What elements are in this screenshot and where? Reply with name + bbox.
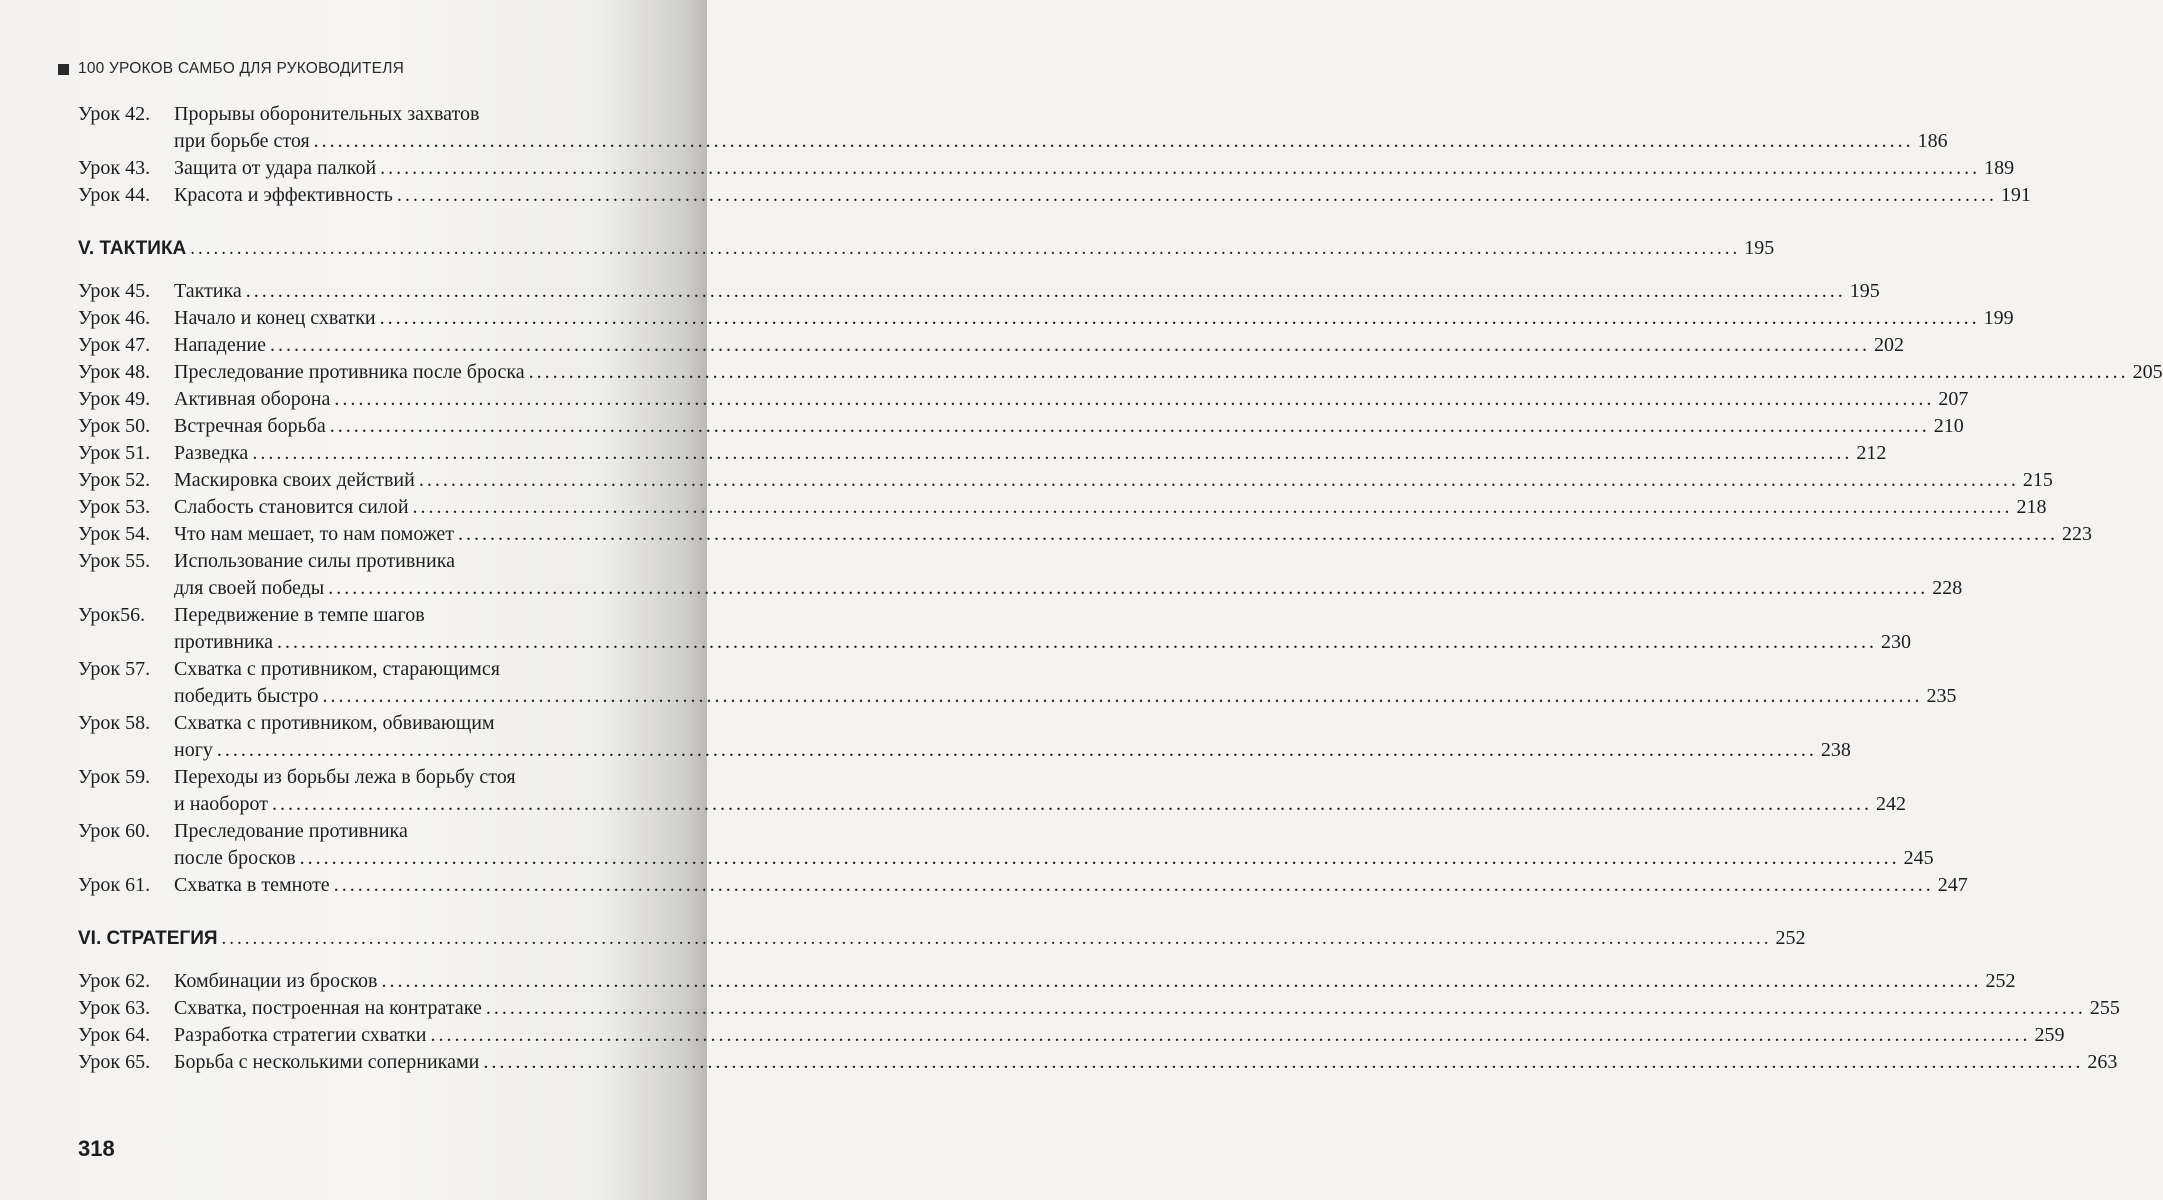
toc-entry	[78, 278, 1880, 305]
toc-group-tactics	[78, 278, 2163, 899]
page-ref: 195	[1744, 237, 1775, 259]
lesson-title: Схватка, построенная на контратаке	[174, 997, 482, 1019]
page-number: 318	[78, 1136, 115, 1161]
toc-entry	[78, 1022, 2065, 1049]
section-title: VI. СТРАТЕГИЯ	[78, 928, 218, 949]
lesson-title: Красота и эффективность	[174, 184, 393, 206]
leader-dots: ........................................................................................................................................................................................................	[322, 685, 1923, 707]
page-ref: 255	[2089, 997, 2120, 1019]
toc-entry	[78, 305, 2014, 332]
lesson-title-cont: победить быстро	[174, 685, 319, 707]
lesson-title: Прорывы оборонительных захватов	[174, 103, 480, 125]
lesson-number: Урок 51.	[78, 442, 151, 464]
page-ref: 191	[2000, 184, 2031, 206]
lesson-title: Разведка	[174, 442, 249, 464]
lesson-number: Урок 61.	[78, 874, 151, 896]
toc-entry	[78, 359, 2163, 386]
toc-entry	[78, 764, 1906, 818]
toc-entry	[78, 602, 1912, 656]
page-ref: 223	[2062, 523, 2092, 545]
lesson-title-cont: противника	[174, 631, 274, 653]
lesson-title: Активная оборона	[174, 388, 331, 410]
toc-entry	[78, 182, 2031, 209]
lesson-number: Урок56.	[78, 604, 146, 626]
lesson-title: Переходы из борьбы лежа в борьбу стоя	[174, 766, 516, 788]
page-ref: 242	[1875, 793, 1906, 815]
toc-group-strategy	[78, 968, 2120, 1076]
lesson-title-cont: и наоборот	[174, 793, 268, 815]
page-ref: 212	[1856, 442, 1887, 464]
lesson-title: Борьба с несколькими соперниками	[174, 1051, 480, 1073]
toc-entry	[78, 101, 1948, 155]
toc-entry	[78, 872, 1968, 899]
leader-dots: ........................................................................................................................................................................................................	[430, 1024, 2031, 1046]
lesson-number: Урок 64.	[78, 1024, 151, 1046]
lesson-number: Урок 46.	[78, 307, 151, 329]
page-ref: 228	[1932, 577, 1963, 599]
leader-dots: ........................................................................................................................................................................................................	[379, 307, 1980, 329]
section-heading-tactics	[78, 235, 1775, 262]
leader-dots: ........................................................................................................................................................................................................	[245, 280, 1846, 302]
page-ref: 245	[1903, 847, 1934, 869]
page-ref: 210	[1933, 415, 1964, 437]
page-ref: 252	[1775, 927, 1806, 949]
leader-dots: ........................................................................................................................................................................................................	[299, 847, 1900, 869]
lesson-number: Урок 43.	[78, 157, 151, 179]
lesson-number: Урок 63.	[78, 997, 151, 1019]
lesson-title: Начало и конец схватки	[174, 307, 376, 329]
lesson-title-cont: ногу	[174, 739, 213, 761]
section-title: V. ТАКТИКА	[78, 238, 187, 259]
section-heading-strategy	[78, 925, 1806, 952]
lesson-title: Преследование противника после броска	[174, 361, 525, 383]
leader-dots: ........................................................................................................................................................................................................	[221, 928, 1772, 949]
toc-entry	[78, 656, 1957, 710]
lesson-title: Схватка с противником, обвивающим	[174, 712, 495, 734]
page-ref: 215	[2022, 469, 2053, 491]
lesson-title-cont: после бросков	[174, 847, 296, 869]
lesson-title: Использование силы противника	[174, 550, 456, 572]
running-header	[58, 60, 404, 78]
toc-entry	[78, 332, 1904, 359]
leader-dots: ........................................................................................................................................................................................................	[333, 874, 1934, 896]
lesson-title: Защита от удара палкой	[174, 157, 377, 179]
lesson-number: Урок 44.	[78, 184, 151, 206]
leader-dots: ........................................................................................................................................................................................................	[190, 238, 1741, 259]
page-ref: 252	[1985, 970, 2016, 992]
toc-group-top	[78, 101, 2031, 209]
lesson-number: Урок 60.	[78, 820, 151, 842]
leader-dots: ........................................................................................................................................................................................................	[380, 157, 1981, 179]
running-title: 100 УРОКОВ САМБО ДЛЯ РУКОВОДИТЕЛЯ	[78, 60, 404, 77]
page-ref: 205	[2132, 361, 2163, 383]
table-of-contents	[78, 101, 2163, 1076]
leader-dots: ........................................................................................................................................................................................................	[313, 130, 1914, 152]
toc-entry	[78, 386, 1969, 413]
leader-dots: ........................................................................................................................................................................................................	[418, 469, 2019, 491]
lesson-number: Урок 47.	[78, 334, 151, 356]
lesson-title: Тактика	[174, 280, 242, 302]
lesson-title: Встречная борьба	[174, 415, 326, 437]
lesson-title: Комбинации из бросков	[174, 970, 378, 992]
lesson-number: Урок 57.	[78, 658, 151, 680]
lesson-number: Урок 49.	[78, 388, 151, 410]
page-ref: 238	[1820, 739, 1851, 761]
page-ref: 218	[2016, 496, 2047, 518]
toc-entry	[78, 995, 2120, 1022]
lesson-number: Урок 54.	[78, 523, 151, 545]
lesson-number: Урок 50.	[78, 415, 151, 437]
lesson-title-cont: для своей победы	[174, 577, 325, 599]
page-ref: 195	[1849, 280, 1880, 302]
lesson-title: Схватка в темноте	[174, 874, 330, 896]
lesson-number: Урок 59.	[78, 766, 151, 788]
header-square-mark	[58, 64, 69, 75]
toc-entry	[78, 818, 1934, 872]
lesson-number: Урок 58.	[78, 712, 151, 734]
page-ref: 230	[1881, 631, 1912, 653]
lesson-title: Что нам мешает, то нам поможет	[174, 523, 454, 545]
lesson-title: Передвижение в темпе шагов	[174, 604, 425, 626]
leader-dots: ........................................................................................................................................................................................................	[528, 361, 2129, 383]
lesson-number: Урок 42.	[78, 103, 151, 125]
toc-entry	[78, 413, 1964, 440]
leader-dots: ........................................................................................................................................................................................................	[485, 997, 2086, 1019]
lesson-number: Урок 62.	[78, 970, 151, 992]
lesson-number: Урок 48.	[78, 361, 151, 383]
toc-entry	[78, 440, 1887, 467]
lesson-title-cont: при борьбе стоя	[174, 130, 310, 152]
toc-entry	[78, 968, 2016, 995]
leader-dots: ........................................................................................................................................................................................................	[334, 388, 1935, 410]
page-ref: 247	[1937, 874, 1968, 896]
page-ref: 189	[1984, 157, 2015, 179]
toc-entry	[78, 155, 2015, 182]
lesson-title: Маскировка своих действий	[174, 469, 415, 491]
lesson-title: Слабость становится силой	[174, 496, 409, 518]
lesson-title: Разработка стратегии схватки	[174, 1024, 427, 1046]
page-ref: 202	[1873, 334, 1904, 356]
toc-entry	[78, 710, 1851, 764]
leader-dots: ........................................................................................................................................................................................................	[483, 1051, 2084, 1073]
lesson-title: Нападение	[174, 334, 266, 356]
leader-dots: ........................................................................................................................................................................................................	[271, 793, 1872, 815]
toc-entry	[78, 521, 2092, 548]
lesson-title: Схватка с противником, старающимся	[174, 658, 500, 680]
toc-entry	[78, 494, 2047, 521]
toc-entry	[78, 467, 2053, 494]
page-ref: 263	[2087, 1051, 2118, 1073]
lesson-number: Урок 55.	[78, 550, 151, 572]
leader-dots: ........................................................................................................................................................................................................	[269, 334, 1870, 356]
leader-dots: ........................................................................................................................................................................................................	[277, 631, 1878, 653]
lesson-number: Урок 45.	[78, 280, 151, 302]
leader-dots: ........................................................................................................................................................................................................	[252, 442, 1853, 464]
leader-dots: ........................................................................................................................................................................................................	[329, 415, 1930, 437]
leader-dots: ........................................................................................................................................................................................................	[458, 523, 2058, 545]
page-ref: 259	[2034, 1024, 2065, 1046]
leader-dots: ........................................................................................................................................................................................................	[412, 496, 2013, 518]
lesson-number: Урок 53.	[78, 496, 151, 518]
page-ref: 207	[1938, 388, 1969, 410]
leader-dots: ........................................................................................................................................................................................................	[216, 739, 1817, 761]
lesson-title: Преследование противника	[174, 820, 408, 842]
toc-entry	[78, 1049, 2118, 1076]
page-ref: 186	[1917, 130, 1948, 152]
lesson-number: Урок 65.	[78, 1051, 151, 1073]
lesson-number: Урок 52.	[78, 469, 151, 491]
leader-dots: ........................................................................................................................................................................................................	[396, 184, 1997, 206]
leader-dots: ........................................................................................................................................................................................................	[328, 577, 1929, 599]
toc-entry	[78, 548, 1963, 602]
leader-dots: ........................................................................................................................................................................................................	[381, 970, 1982, 992]
page-ref: 199	[1983, 307, 2014, 329]
page-ref: 235	[1926, 685, 1957, 707]
